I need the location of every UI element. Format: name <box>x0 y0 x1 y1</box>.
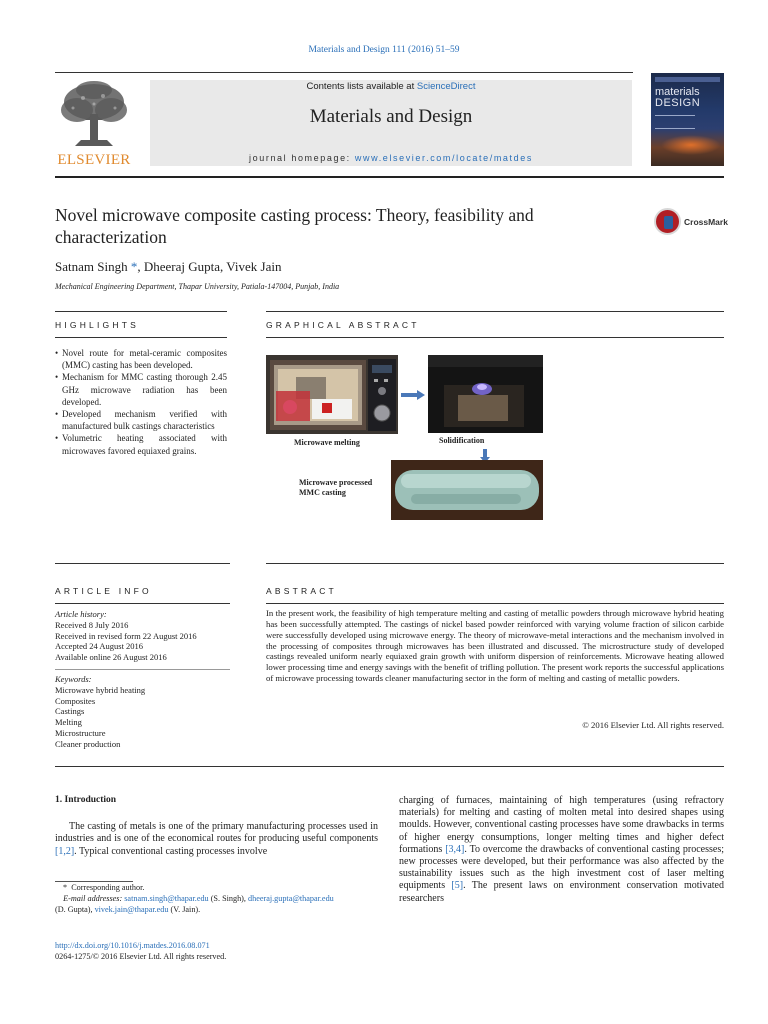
introduction-right-column <box>399 795 724 905</box>
email-label: E-mail addresses: <box>63 894 125 903</box>
keyword-item: Melting <box>55 717 82 728</box>
abstract-rule-bottom <box>266 603 724 604</box>
highlight-item: • Volumetric heating associated with microwaves favored equiaxed grains. <box>55 432 227 456</box>
paper-title: Novel microwave composite casting process: Theory, feasibility and characterization <box>55 205 534 247</box>
front-matter-bottom-rule <box>55 766 724 767</box>
abstract-text: In the present work, the feasibility of high temperature melting and casting of metallic powders through microwave hybrid heating has been successfully attempted. The castings of nickel based powder reinforced with varying volume fraction of silicon carbide were successfully developed using microwave energy. The theory of microwave-metal interactions and the mechanism involved in the processing of composites through microwaves has been illustrated and discussed. The microstructure study of developed castings revealed uniform nearly equiaxed grain growth with uniform dispersion of reinforcements. Microwave heating allowed lower processing time and energy savings with the benefit of trifling pollution. The present work reports the successful applications of microwave processing towards cleaner manufacturing sector in the form of melting and casting of metallic powders. <box>266 608 724 684</box>
journal-homepage <box>150 153 632 163</box>
email-addresses <box>55 893 385 904</box>
email-owner: (S. Singh), <box>208 894 249 903</box>
solidification-image <box>428 355 543 433</box>
email-link-singh[interactable]: satnam.singh@thapar.edu <box>124 894 209 903</box>
introduction-heading: 1. Introduction <box>55 795 117 805</box>
homepage-link[interactable]: www.elsevier.com/locate/matdes <box>354 153 533 163</box>
footnote-mark: * <box>63 883 68 892</box>
highlight-item: • Developed mechanism verified with manufactured bulk castings characteristics <box>55 408 227 432</box>
contents-availability <box>150 81 632 92</box>
email-owner: (V. Jain). <box>168 905 201 914</box>
intro-text: . To overcome the drawbacks of conventional casting processes; new processes were developed, but their performance was also affected by the sustainability issues such as the high investment cost of laser melting equipments <box>399 843 724 892</box>
article-info-rule-bottom <box>55 603 230 604</box>
history-online: Available online 26 August 2016 <box>55 652 167 663</box>
mmc-casting-image <box>391 460 543 520</box>
authors <box>55 259 281 275</box>
graphical-abstract-rule-bottom <box>266 337 724 338</box>
label-mmc-casting-line1: Microwave processed <box>299 478 373 487</box>
cover-image-glow <box>661 135 721 155</box>
mmc-casting-illustration <box>391 460 543 520</box>
highlights-list <box>55 347 227 457</box>
author-name: Satnam Singh <box>55 259 128 274</box>
arrow-right-icon <box>401 390 425 400</box>
microwave-oven-image <box>266 355 398 434</box>
cover-decoration <box>655 115 695 129</box>
doi-link[interactable]: http://dx.doi.org/10.1016/j.matdes.2016.08.071 <box>55 941 210 950</box>
elsevier-logo[interactable] <box>55 80 133 168</box>
article-info-divider <box>55 669 230 670</box>
email-link-gupta[interactable]: dheeraj.gupta@thapar.edu <box>248 894 334 903</box>
label-solidification: Solidification <box>439 436 485 445</box>
highlight-item: • Novel route for metal-ceramic composites (MMC) casting has been developed. <box>55 347 227 371</box>
abstract-heading: ABSTRACT <box>266 586 337 596</box>
solidification-illustration <box>428 355 543 433</box>
introduction-left-column <box>55 821 378 858</box>
article-info-heading: ARTICLE INFO <box>55 586 152 596</box>
label-microwave-melting: Microwave melting <box>294 438 360 447</box>
label-mmc-casting-line2: MMC casting <box>299 488 346 497</box>
highlights-rule <box>55 311 227 312</box>
article-info-rule <box>55 563 230 564</box>
doi-block <box>55 940 226 962</box>
affiliation: Mechanical Engineering Department, Thapar University, Patiala-147004, Punjab, India <box>55 282 340 291</box>
history-received: Received 8 July 2016 <box>55 619 129 630</box>
issn-line: 0264-1275/© 2016 Elsevier Ltd. All rights reserved. <box>55 952 227 961</box>
microwave-oven-illustration <box>266 355 398 434</box>
keyword-item: Microstructure <box>55 727 106 738</box>
highlights-rule-bottom <box>55 337 227 338</box>
journal-cover-thumbnail[interactable] <box>651 73 724 166</box>
intro-text: . Typical conventional casting processes involve <box>74 845 268 857</box>
highlight-item: • Mechanism for MMC casting thorough 2.45 GHz microwave radiation has been developed. <box>55 371 227 408</box>
label-mmc-casting <box>299 478 372 498</box>
corresponding-author-note <box>55 882 385 893</box>
other-authors: , Dheeraj Gupta, Vivek Jain <box>137 259 282 274</box>
email-addresses-cont <box>55 904 385 915</box>
corresponding-author-mark[interactable]: * <box>127 259 138 274</box>
crossmark-icon <box>654 208 681 235</box>
crossmark-badge[interactable] <box>654 207 734 237</box>
footnote <box>55 882 385 915</box>
abstract-rule <box>266 563 724 564</box>
header-top-rule <box>55 72 633 73</box>
highlights-heading: HIGHLIGHTS <box>55 320 139 330</box>
abstract-copyright: © 2016 Elsevier Ltd. All rights reserved. <box>582 720 724 730</box>
intro-text: charging of furnaces, maintaining of high temperatures (using refractory materials) for melting and casting of molten metal into desired shapes using moulds. However, conventional casting processes have some drawbacks in terms of higher energy consumptions, longer melting times and higher defect formations <box>399 795 724 855</box>
crossmark-label: CrossMark <box>684 217 728 227</box>
cover-title-line1: materials <box>655 86 700 98</box>
intro-text: The casting of metals is one of the primary manufacturing processes used in industries and is one of the economical routes for producing useful components <box>55 821 378 845</box>
citation-link[interactable]: [5] <box>451 880 464 892</box>
graphical-abstract-rule <box>266 311 724 312</box>
keyword-item: Castings <box>55 706 85 717</box>
keyword-item: Cleaner production <box>55 738 121 749</box>
keyword-item: Composites <box>55 695 96 706</box>
history-label: Article history: <box>55 609 107 619</box>
sciencedirect-link[interactable]: ScienceDirect <box>416 81 476 92</box>
cover-strip <box>655 77 720 82</box>
journal-reference[interactable]: Materials and Design 111 (2016) 51–59 <box>308 45 460 55</box>
graphical-abstract-heading: GRAPHICAL ABSTRACT <box>266 320 420 330</box>
contents-prefix: Contents lists available at <box>306 81 417 92</box>
corresponding-label: Corresponding author. <box>71 883 145 892</box>
journal-title: Materials and Design <box>309 106 473 127</box>
email-owner: (D. Gupta), <box>55 905 95 914</box>
elsevier-wordmark: ELSEVIER <box>57 152 131 168</box>
cover-title-line2: DESIGN <box>655 97 701 109</box>
keywords-label: Keywords: <box>55 673 92 684</box>
history-accepted: Accepted 24 August 2016 <box>55 641 144 652</box>
email-link-jain[interactable]: vivek.jain@thapar.edu <box>94 905 169 914</box>
homepage-prefix: journal homepage: <box>249 153 355 163</box>
article-info-block <box>55 609 230 750</box>
citation-link[interactable]: [1,2] <box>55 845 75 857</box>
citation-link[interactable]: [3,4] <box>445 843 465 855</box>
history-revised: Received in revised form 22 August 2016 <box>55 630 197 641</box>
intro-text: . The present laws on environment conservation motivated researchers <box>399 880 724 904</box>
keyword-item: Microwave hybrid heating <box>55 684 146 695</box>
header-bottom-rule <box>55 176 724 178</box>
elsevier-tree-icon <box>55 80 133 152</box>
